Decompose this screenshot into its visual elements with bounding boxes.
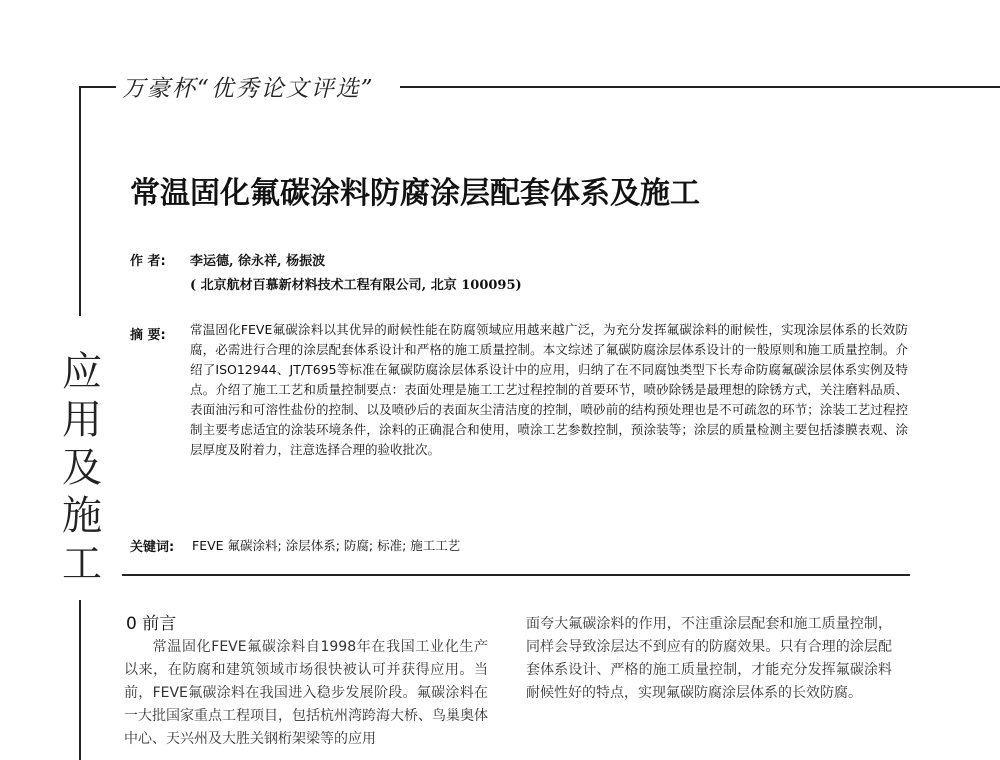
side-line-bottom <box>79 600 81 760</box>
header-rule-left <box>80 86 116 88</box>
column-label-vertical <box>62 348 102 588</box>
series-title: 万豪杯“优秀论文评选” <box>122 76 375 102</box>
authors-label: 作 者: <box>130 254 166 269</box>
body-column-left <box>124 636 488 751</box>
authors-names: 李运德, 徐永祥, 杨振波 <box>190 254 326 269</box>
abstract-label: 摘 要: <box>130 328 166 343</box>
column-label-char: 工 <box>62 541 102 587</box>
header-rule-right <box>400 86 1000 88</box>
affiliation: ( 北京航材百慕新材料技术工程有限公司, 北京 100095) <box>190 278 522 293</box>
column-label-char: 应 <box>62 349 102 395</box>
abstract-text: 常温固化FEVE氟碳涂料以其优异的耐候性能在防腐领域应用越来越广泛，为充分发挥氟碳涂料的耐候性，实现涂层体系的长效防腐，必需进行合理的涂层配套体系设计和严格的施工质量控制。本文综述了氟碳防腐涂层体系设计的一般原则和施工质量控制。介绍了ISO12944、JT/T695等标准在氟碳防腐涂层体系设计中的应用，归纳了在不同腐蚀类型下长寿命防腐氟碳涂层体系实例及特点。介绍了施工工艺和质量控制要点：表面处理是施工工艺过程控制的首要环节，喷砂除锈是最理想的除锈方式，关注磨料品质、表面油污和可溶性盐份的控制、以及喷砂后的表面灰尘清洁度的控制，喷砂前的结构预处理也是不可疏忽的环节；涂装工艺过程控制主要考虑适宜的涂装环境条件，涂料的正确混合和使用，喷涂工艺参数控制，预涂装等；涂层的质量检测主要包括漆膜表观、涂层厚度及附着力，注意选择合理的验收批次。 <box>190 322 908 457</box>
body-column-right: 面夸大氟碳涂料的作用，不注重涂层配套和施工质量控制，同样会导致涂层达不到应有的防腐效果。只有合理的涂层配套体系设计、严格的施工质量控制，才能充分发挥氟碳涂料耐候性好的特点，实现氟碳防腐涂层体系的长效防腐。 <box>526 616 892 701</box>
body-text-left: 常温固化FEVE氟碳涂料自1998年在我国工业化生产以来，在防腐和建筑领域市场很快被认可并获得应用。当前，FEVE氟碳涂料在我国进入稳步发展阶段。氟碳涂料在一大批国家重点工程项目，包括杭州湾跨海大桥、鸟巢奥体中心、天兴州及大胜关钢桁架梁等的应用 <box>124 639 488 747</box>
section-heading: 0 前言 <box>126 614 177 634</box>
section-divider <box>122 574 910 576</box>
column-label-char: 及 <box>62 445 102 491</box>
column-label-char: 施 <box>62 493 102 539</box>
paper-title: 常温固化氟碳涂料防腐涂层配套体系及施工 <box>130 176 700 211</box>
side-line-top <box>79 86 81 316</box>
keywords-label: 关键词: <box>130 540 175 555</box>
keywords-text: FEVE 氟碳涂料; 涂层体系; 防腐; 标准; 施工工艺 <box>192 538 461 553</box>
column-label-char: 用 <box>62 397 102 443</box>
